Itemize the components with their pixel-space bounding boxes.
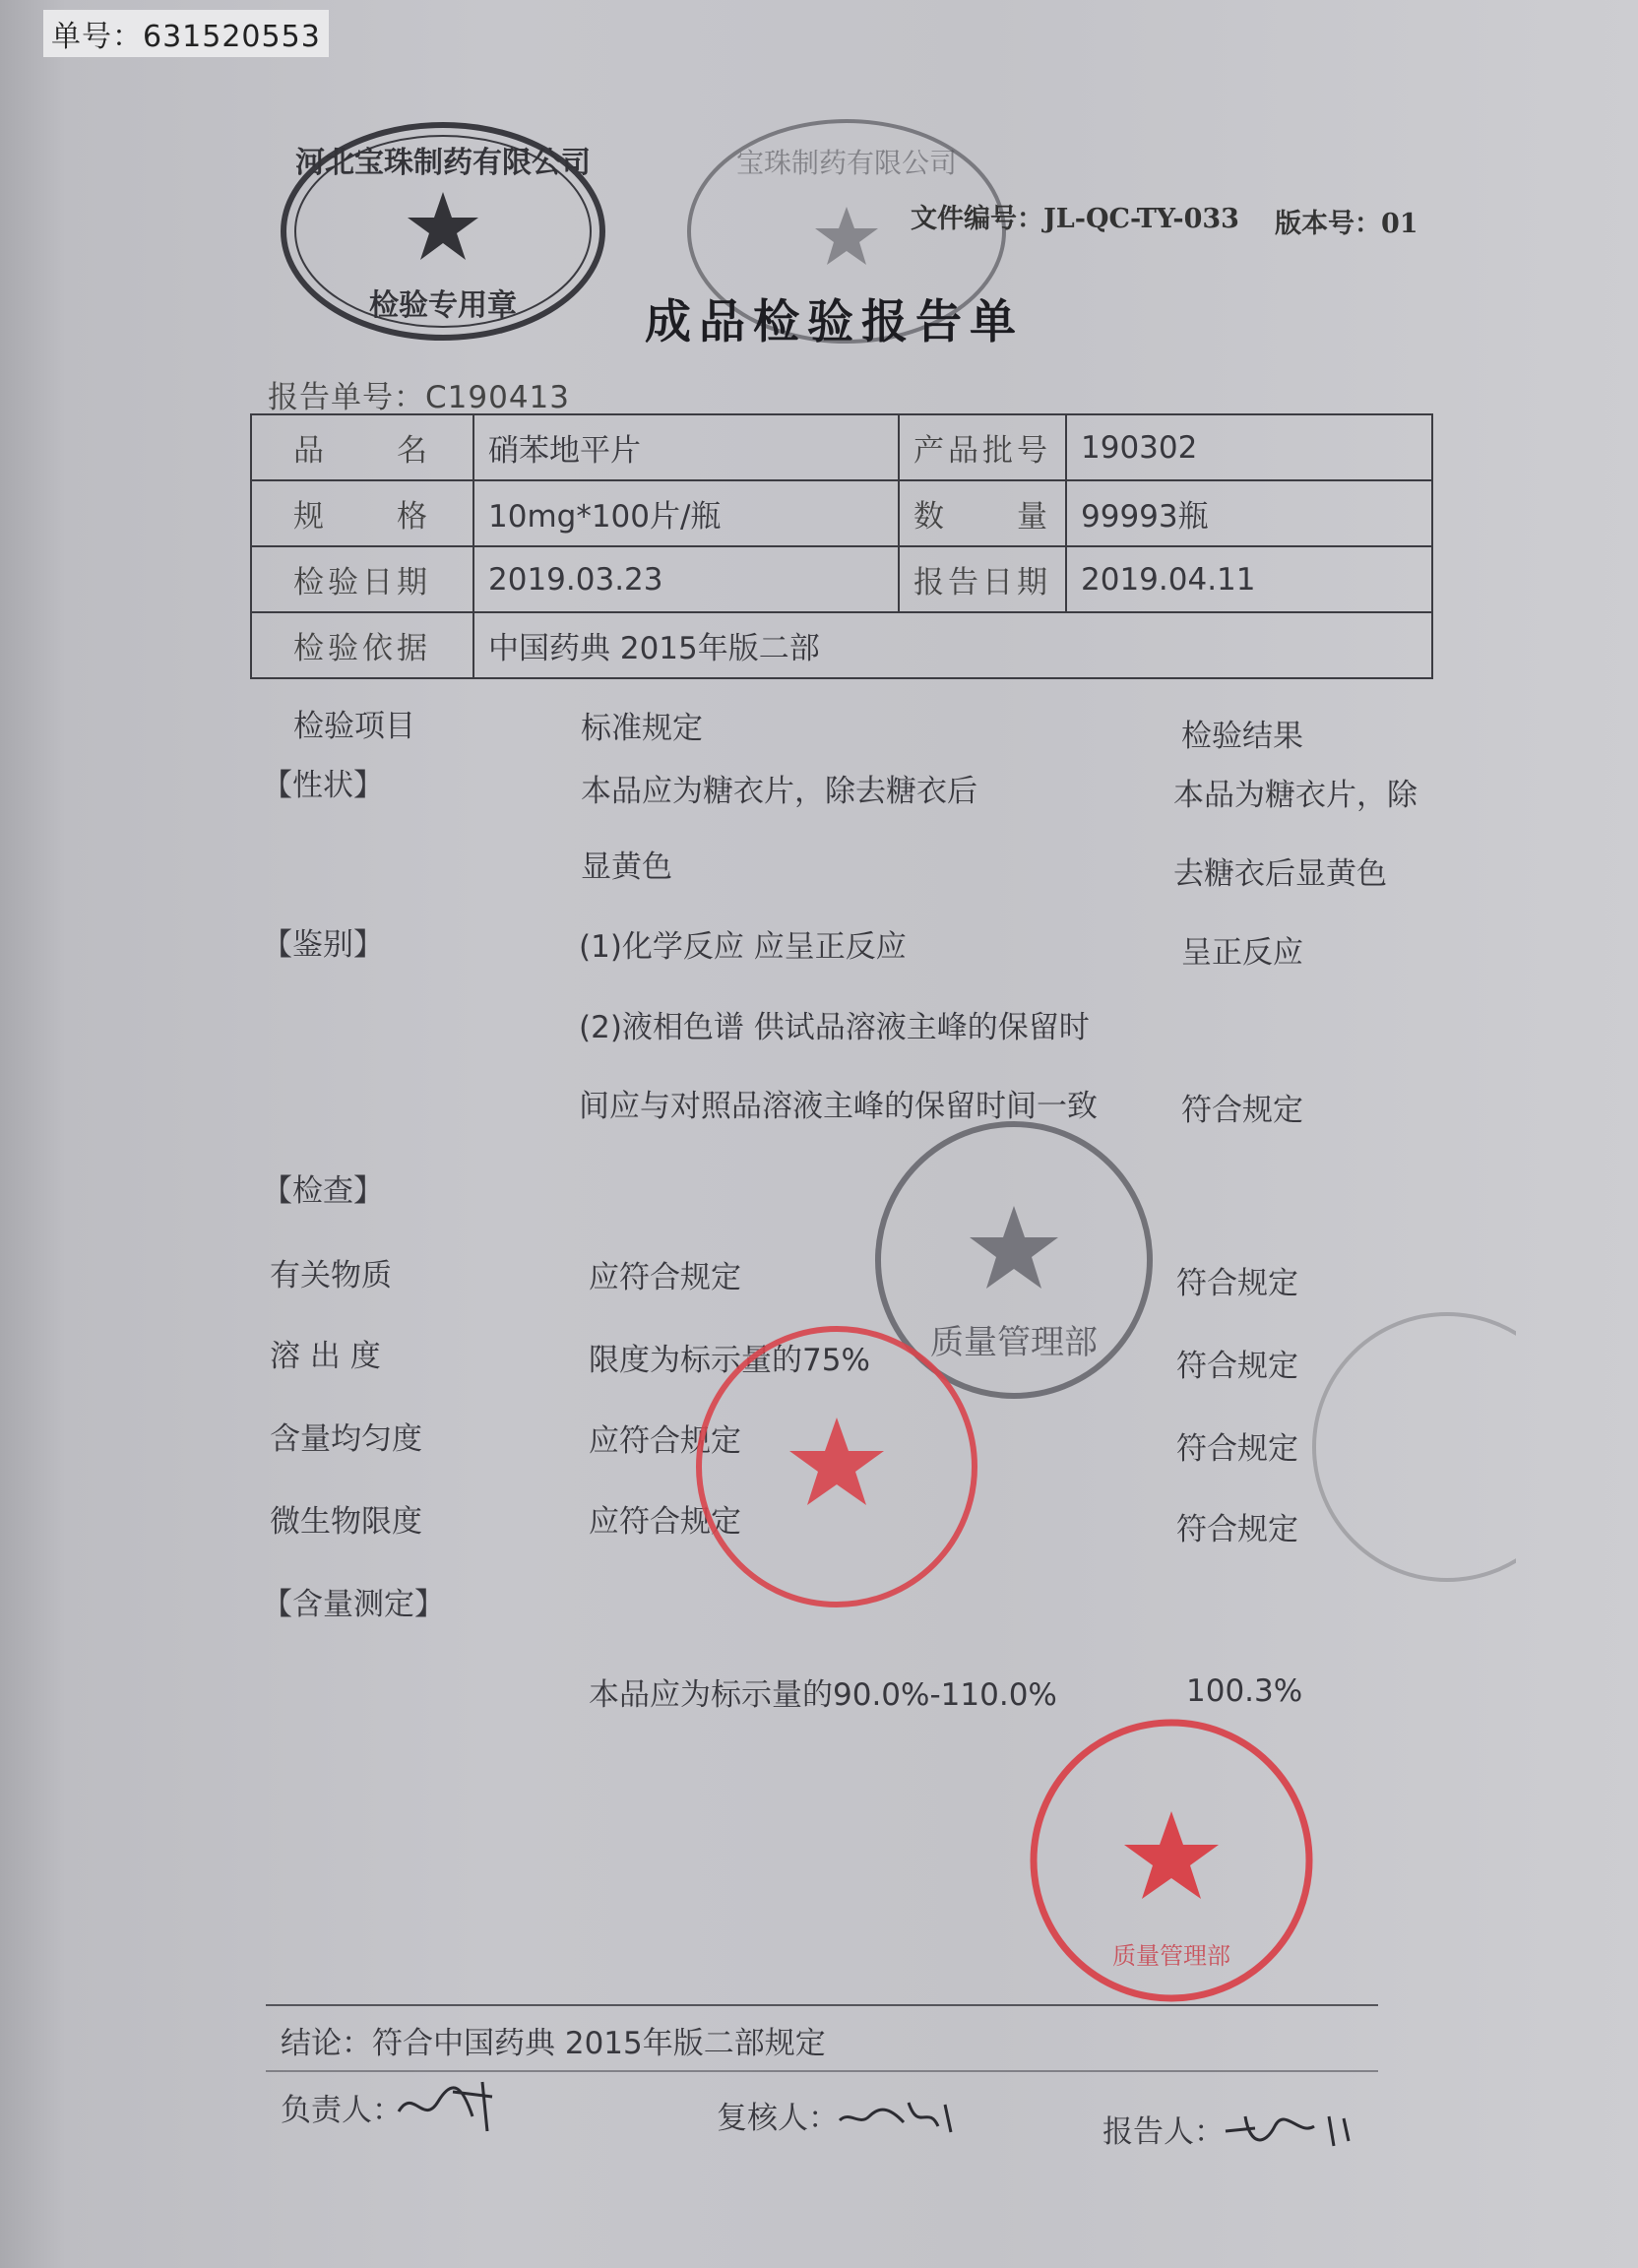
identification-standard-2a: (2)液相色谱 供试品溶液主峰的保留时	[579, 1010, 1090, 1045]
spec-value: 10mg*100片/瓶	[473, 480, 899, 546]
reviewer-signature	[835, 2093, 963, 2142]
identification-result-1: 呈正反应	[1181, 935, 1303, 971]
inspection-seal-stamp	[276, 118, 610, 345]
quality-department-gray-stamp	[866, 1112, 1162, 1408]
dissolution-standard: 限度为标示量的75%	[589, 1343, 870, 1378]
reviewer-label: 复核人：	[717, 2101, 839, 2136]
dissolution-result: 符合规定	[1176, 1349, 1298, 1384]
related-substances-standard: 应符合规定	[589, 1260, 741, 1295]
svg-text:宝珠制药有限公司: 宝珠制药有限公司	[735, 147, 958, 179]
microbial-limit-result: 符合规定	[1176, 1512, 1298, 1547]
batch-value: 190302	[1066, 414, 1432, 480]
appearance-standard-line1: 本品应为糖衣片，除去糖衣后	[581, 774, 977, 809]
test-date-value: 2019.03.23	[473, 546, 899, 612]
spec-label: 规 格	[251, 480, 473, 546]
check-label: 【检查】	[262, 1173, 384, 1209]
product-info-table	[250, 413, 1433, 679]
product-name-value: 硝苯地平片	[473, 414, 899, 480]
svg-text:检验专用章: 检验专用章	[369, 288, 517, 323]
assay-standard: 本品应为标示量的90.0%-110.0%	[589, 1677, 1057, 1713]
report-date-label: 报告日期	[899, 546, 1066, 612]
version-number: 版本号：01	[1275, 209, 1418, 239]
identification-result-2: 符合规定	[1181, 1093, 1303, 1128]
appearance-result-line2: 去糖衣后显黄色	[1173, 856, 1387, 892]
column-header-result: 检验结果	[1181, 719, 1303, 754]
basis-label: 检验依据	[251, 612, 473, 678]
microbial-limit-label: 微生物限度	[270, 1504, 422, 1540]
responsible-signature	[394, 2077, 512, 2136]
reporter-signature	[1221, 2107, 1358, 2156]
basis-value: 中国药典 2015年版二部	[473, 612, 1432, 678]
faint-edge-stamp	[1299, 1299, 1516, 1595]
conclusion-text: 结论：符合中国药典 2015年版二部规定	[281, 2026, 826, 2061]
report-title: 成品检验报告单	[645, 295, 1024, 349]
dissolution-label: 溶 出 度	[270, 1339, 381, 1374]
content-uniformity-result: 符合规定	[1176, 1431, 1298, 1467]
test-date-label: 检验日期	[251, 546, 473, 612]
assay-result: 100.3%	[1186, 1673, 1303, 1709]
red-quality-stamp-bottom	[1024, 1713, 1319, 2008]
related-substances-label: 有关物质	[270, 1258, 392, 1293]
product-name-label: 品 名	[251, 414, 473, 480]
svg-text:质量管理部: 质量管理部	[1112, 1942, 1230, 1970]
content-uniformity-label: 含量均匀度	[270, 1421, 422, 1457]
svg-text:质量管理部: 质量管理部	[930, 1323, 1098, 1362]
identification-standard-2b: 间应与对照品溶液主峰的保留时间一致	[579, 1089, 1098, 1124]
appearance-result-line1: 本品为糖衣片，除	[1173, 778, 1418, 813]
conclusion-divider	[266, 2004, 1378, 2006]
appearance-standard-line2: 显黄色	[581, 850, 672, 885]
identification-label: 【鉴别】	[262, 927, 384, 963]
microbial-limit-standard: 应符合规定	[589, 1504, 741, 1540]
identification-standard-1: (1)化学反应 应呈正反应	[579, 929, 907, 965]
report-number: 报告单号：C190413	[268, 380, 570, 415]
reporter-label: 报告人：	[1102, 2114, 1225, 2150]
quantity-value: 99993瓶	[1066, 480, 1432, 546]
batch-label: 产品批号	[899, 414, 1066, 480]
column-header-item: 检验项目	[293, 709, 415, 744]
column-header-standard: 标准规定	[581, 711, 703, 746]
responsible-label: 负责人：	[281, 2093, 403, 2128]
content-uniformity-standard: 应符合规定	[589, 1423, 741, 1459]
file-number: 文件编号：JL-QC-TY-033	[911, 204, 1239, 234]
report-date-value: 2019.04.11	[1066, 546, 1432, 612]
document-number: 单号：631520553	[43, 10, 329, 57]
svg-text:河北宝珠制药有限公司: 河北宝珠制药有限公司	[295, 146, 591, 180]
related-substances-result: 符合规定	[1176, 1266, 1298, 1301]
quantity-label: 数 量	[899, 480, 1066, 546]
assay-label: 【含量测定】	[262, 1587, 445, 1622]
appearance-label: 【性状】	[262, 768, 384, 803]
conclusion-underline	[266, 2070, 1378, 2072]
